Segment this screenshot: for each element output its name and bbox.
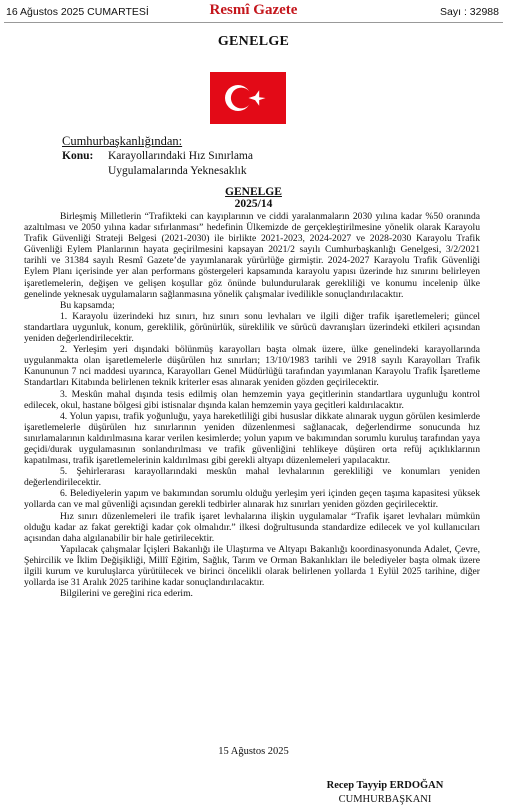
- subject-line-1: Karayollarındaki Hız Sınırlama: [108, 150, 253, 162]
- paragraph-item-2: 2. Yerleşim yeri dışındaki bölünmüş karayolları başta olmak üzere, ülke genelindeki karayollarında uygulanmakta olan işaretlemelerle düşürülen hız sınırları; 13/10/1983 tarihli ve 2918 sayılı Karayolları Trafik Kanununun 7 nci maddesi uyarınca, Karayolları Genel Müdürlüğü tarafından yayımlanan Karayolu Trafik İşaretleme Standartları Kitabında belirlenen teknik kriterler esas alınarak yeniden gözden geçirilecektir.: [24, 344, 480, 389]
- paragraph-closing: Bilgilerini ve gereğini rica ederim.: [60, 588, 193, 600]
- paragraph-coordination: Yapılacak çalışmalar İçişleri Bakanlığı ile Ulaştırma ve Altyapı Bakanlığı koordinasyonunda Adalet, Çevre, Şehircilik ve İklim Değişikliği, Millî Eğitim, Sağlık, Tarım ve Orman Bakanlıkları ile belediyeler başta olmak üzere ilgili kurum ve kuruluşlarca yürütülecek ve birinci öncelikli olarak belirlenen yollarda 1 Eylül 2025 tarihine, diğer yollarda ise 31 Aralık 2025 tarihine kadar sonuçlandırılacaktır.: [24, 543, 480, 589]
- paragraph-scope: Bu kapsamda;: [60, 299, 115, 311]
- signatory-name: Recep Tayyip ERDOĞAN: [326, 780, 444, 791]
- circular-body: [24, 211, 480, 599]
- signatory-title: CUMHURBAŞKANI: [338, 794, 432, 805]
- paragraph-intro: Birleşmiş Milletlerin “Trafikteki can kayıplarının ve ciddi yaralanmaların 2030 yılına kadar %50 oranında azaltılması ve 2050 yılına kadar sıfırlanması” hedefinin Ülkemizde de gerçekleştirilmesine yönelik olarak Karayolu Trafik Güvenliği Strateji Belgesi (2021-2030) ile birlikte 2021-2023, 2024-2027 ve 2028-2030 Karayolu Trafik Güvenliği Eylem Planlarının hayata geçirilmesini kapsayan 2021/2 sayılı Cumhurbaşkanlığı Genelgesi, 3/2/2021 tarihli ve 31384 sayılı Resmî Gazete’de yayımlanarak yürürlüğe girmiştir. 2024-2027 Karayolu Trafik Güvenliği Eylem Planı içerisinde yer alan performans göstergeleri kapsamında karayolu yapısı üzerinde hız sınırını belirleyen işaretlemelerin, değişen ve gelişen koşullar göz önünde bulundurularak gerekliliği ve konumu incelenip ülke genelinde yeknesak uygulamaların sağlanmasına yönelik çalışmalar ivedilikle sonuçlandırılacaktır.: [24, 211, 480, 300]
- signing-date: 15 Ağustos 2025: [218, 746, 289, 757]
- issue-date: 16 Ağustos 2025 CUMARTESİ: [6, 6, 149, 18]
- paragraph-item-1: 1. Karayolu üzerindeki hız sınırı, hız sınırı sonu levhaları ve ilgili diğer trafik işaretlemeleri; güncel standartlara uygunluk, konum, gereklilik, görünürlük, süreklilik ve sürücü davranışları üzerindeki etkileri açısından yeniden değerlendirilecektir.: [24, 310, 480, 345]
- paragraph-item-4: 4. Yolun yapısı, trafik yoğunluğu, yaya hareketliliği gibi hususlar dikkate alınarak uygun görülen kesimlerde işaretlemelerle düşürülen hız sınırlarının yeniden düzenlenmesi sağlanacak, değerlendirme sonucunda hız sınırlamalarının kaldırılmasına karar verilen kesimlerde; yolun yapım ve bakımından sorumlu kuruluş tarafından yaya geçidi/durak uygulamasının sonlandırılması ve trafik güvenliğini tehlikeye düşüren orta refüj açıklıklarının kapatılması, trafik işaretlemelerinin kaldırılması gibi gerekli altyapı düzenlemeleri yapılacaktır.: [24, 410, 480, 467]
- issue-number: Sayı : 32988: [440, 6, 499, 18]
- subject-block: [62, 149, 253, 177]
- circular-heading: GENELGE: [225, 186, 282, 198]
- paragraph-principle: Hız sınırı düzenlemeleri ile trafik işaret levhalarına ilişkin uygulamalar “Trafik işaret levhaları mümkün olduğu kadar az fakat gerektiği kadar çok olmalıdır.” ilkesi doğrultusunda standardize edilecek ve yol kullanıcıları açısından daha algılanabilir bir hale getirilecektir.: [24, 510, 480, 544]
- gazette-header: [0, 0, 507, 24]
- paragraph-item-3: 3. Meskûn mahal dışında tesis edilmiş olan hemzemin yaya geçitlerinin standartlara uygunluğu kontrol edilecek, okul, hastane bölgesi gibi istisnalar dışında kalan hemzemin yaya geçitleri kaldırılacaktır.: [24, 388, 480, 411]
- turkish-flag-icon: [210, 72, 286, 124]
- paragraph-item-5: 5. Şehirlerarası karayollarındaki meskûn mahal levhalarının gerekliliği ve konumları yeniden değerlendirilecektir.: [24, 466, 480, 489]
- paragraph-item-6: 6. Belediyelerin yapım ve bakımından sorumlu olduğu yerleşim yeri içinden geçen taşıma kapasitesi yüksek yollarda can ve mal güvenliği açısından gerekli tedbirler alınarak hız sınırları yeniden gözden geçirilecektir.: [24, 488, 480, 511]
- subject-line-2: Uygulamalarında Yeknesaklık: [108, 165, 247, 177]
- signature-block: [300, 779, 470, 807]
- circular-title: [0, 186, 507, 210]
- main-title: GENELGE: [217, 34, 290, 49]
- header-rule: [4, 22, 503, 23]
- gazette-brand: Resmî Gazete: [209, 2, 298, 18]
- subject-label: Konu:: [62, 150, 94, 162]
- issuing-authority: Cumhurbaşkanlığından:: [62, 134, 183, 148]
- circular-number: 2025/14: [234, 198, 273, 210]
